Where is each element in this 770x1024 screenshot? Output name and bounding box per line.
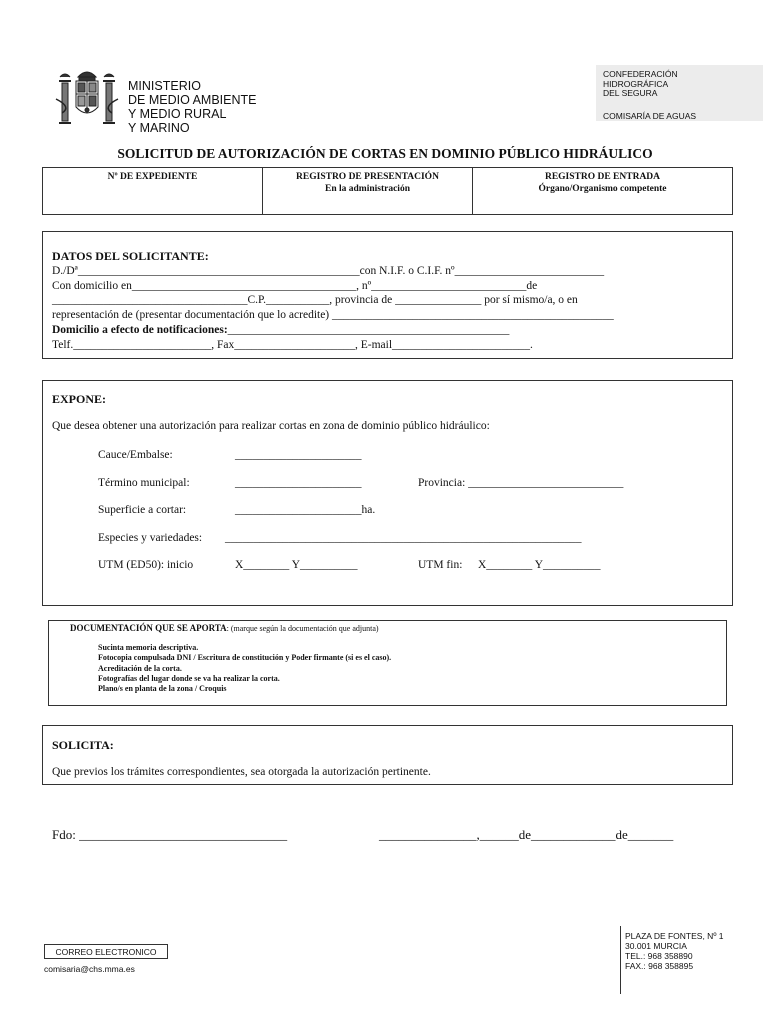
address-line: PLAZA DE FONTES, Nº 1 (625, 931, 724, 941)
notificaciones-field[interactable] (52, 323, 732, 338)
address-line: TEL.: 968 358890 (625, 951, 693, 961)
presentacion-title: REGISTRO DE PRESENTACIÓN (296, 172, 439, 182)
confederation-line: CONFEDERACIÓN (603, 69, 678, 79)
solicita-section (42, 725, 733, 785)
utm-fin-label: UTM fin: (418, 559, 463, 571)
expediente-label: Nº DE EXPEDIENTE (107, 172, 198, 182)
registry-table (42, 167, 733, 215)
confederation-line: HIDROGRÁFICA (603, 78, 669, 89)
email-address: comisaria@chs.mma.es (44, 964, 135, 974)
documentacion-heading (70, 623, 726, 633)
footer-divider (620, 926, 621, 994)
termino-label: Término municipal: (98, 477, 190, 489)
documentacion-section (48, 620, 727, 706)
expediente-cell[interactable] (43, 168, 263, 214)
domicilio-field[interactable]: Con domicilio en_______________________________________, nº___________________________de (52, 279, 538, 292)
presentacion-cell[interactable] (263, 168, 473, 214)
representacion-field[interactable]: representación de (presentar documentación que lo acredite) _________________________________________________ (52, 309, 614, 322)
presentacion-sub: En la administración (325, 184, 410, 194)
utm-fin-field[interactable]: X________ Y__________ (478, 559, 601, 571)
ministry-name (128, 79, 257, 135)
address-block (625, 931, 724, 971)
nombre-nif-field[interactable]: D./Dª_________________________________________________con N.I.F. o C.I.F. nº__________________________ (52, 264, 605, 277)
especies-label: Especies y variedades: (98, 532, 203, 544)
termino-field[interactable]: ______________________ (235, 477, 362, 489)
documentacion-item[interactable]: Acreditación de la corta. (98, 663, 182, 673)
notificaciones-label: Domicilio a efecto de notificaciones: (52, 323, 228, 336)
expone-section (42, 380, 733, 606)
entrada-cell[interactable] (473, 168, 732, 214)
confederation-box (596, 65, 763, 121)
firma-field[interactable]: Fdo: ________________________________ (52, 827, 288, 842)
documentacion-item[interactable]: Fotocopia compulsada DNI / Escritura de constitución y Poder firmante (si es el caso). (98, 653, 392, 663)
correo-label: CORREO ELECTRONICO (44, 944, 168, 959)
entrada-sub: Órgano/Organismo competente (538, 184, 667, 194)
notificaciones-blank: _________________________________________________ (227, 323, 510, 336)
documentacion-item[interactable]: Plano/s en planta de la zona / Croquis (98, 684, 227, 694)
documentacion-note: : (marque según la documentación que adjunta) (226, 624, 379, 633)
documentacion-list (98, 643, 726, 694)
ministry-line: DE MEDIO AMBIENTE (128, 93, 257, 107)
datos-solicitante-section (42, 231, 733, 359)
superficie-label: Superficie a cortar: (98, 504, 187, 516)
comisaria-label: COMISARÍA DE AGUAS (603, 110, 697, 121)
documentacion-item[interactable]: Sucinta memoria descriptiva. (98, 643, 199, 652)
form-title: SOLICITUD DE AUTORIZACIÓN DE CORTAS EN DOMINIO PÚBLICO HIDRÁULICO (117, 146, 653, 161)
ministry-line: MINISTERIO (128, 79, 201, 93)
datos-heading: DATOS DEL SOLICITANTE: (52, 249, 209, 263)
cauce-label: Cauce/Embalse: (98, 449, 173, 461)
expone-intro: Que desea obtener una autorización para realizar cortas en zona de dominio público hidráulico: (52, 420, 490, 432)
entrada-title: REGISTRO DE ENTRADA (544, 172, 661, 182)
address-line: 30.001 MURCIA (625, 941, 687, 951)
fecha-field[interactable]: _______________,______de_____________de_______ (379, 827, 674, 842)
utm-inicio-field[interactable]: X________ Y__________ (235, 559, 358, 571)
documentacion-title: DOCUMENTACIÓN QUE SE APORTA (70, 623, 227, 633)
contacto-field[interactable]: Telf.________________________, Fax_____________________, E-mail________________________. (52, 338, 533, 351)
coat-of-arms-logo (52, 63, 122, 137)
address-line: FAX.: 968 358895 (625, 961, 694, 971)
ministry-line: Y MARINO (128, 121, 190, 135)
solicita-heading: SOLICITA: (52, 738, 114, 752)
cp-provincia-field[interactable]: __________________________________C.P.___________, provincia de _______________ por sí mismo/a, o en (52, 294, 578, 307)
ministry-line: Y MEDIO RURAL (128, 107, 227, 121)
especies-field[interactable]: ______________________________________________________________ (225, 532, 582, 544)
documentacion-item[interactable]: Fotografías del lugar donde se va ha realizar la corta. (98, 673, 280, 683)
cauce-field[interactable]: ______________________ (235, 449, 362, 461)
expone-heading: EXPONE: (52, 392, 106, 406)
solicita-text: Que previos los trámites correspondientes, sea otorgada la autorización pertinente. (52, 766, 431, 778)
utm-inicio-label: UTM (ED50): inicio (98, 559, 194, 571)
superficie-field[interactable]: ______________________ha. (235, 504, 376, 516)
provincia-field[interactable]: Provincia: ___________________________ (418, 477, 624, 489)
confederation-line: DEL SEGURA (603, 88, 658, 98)
